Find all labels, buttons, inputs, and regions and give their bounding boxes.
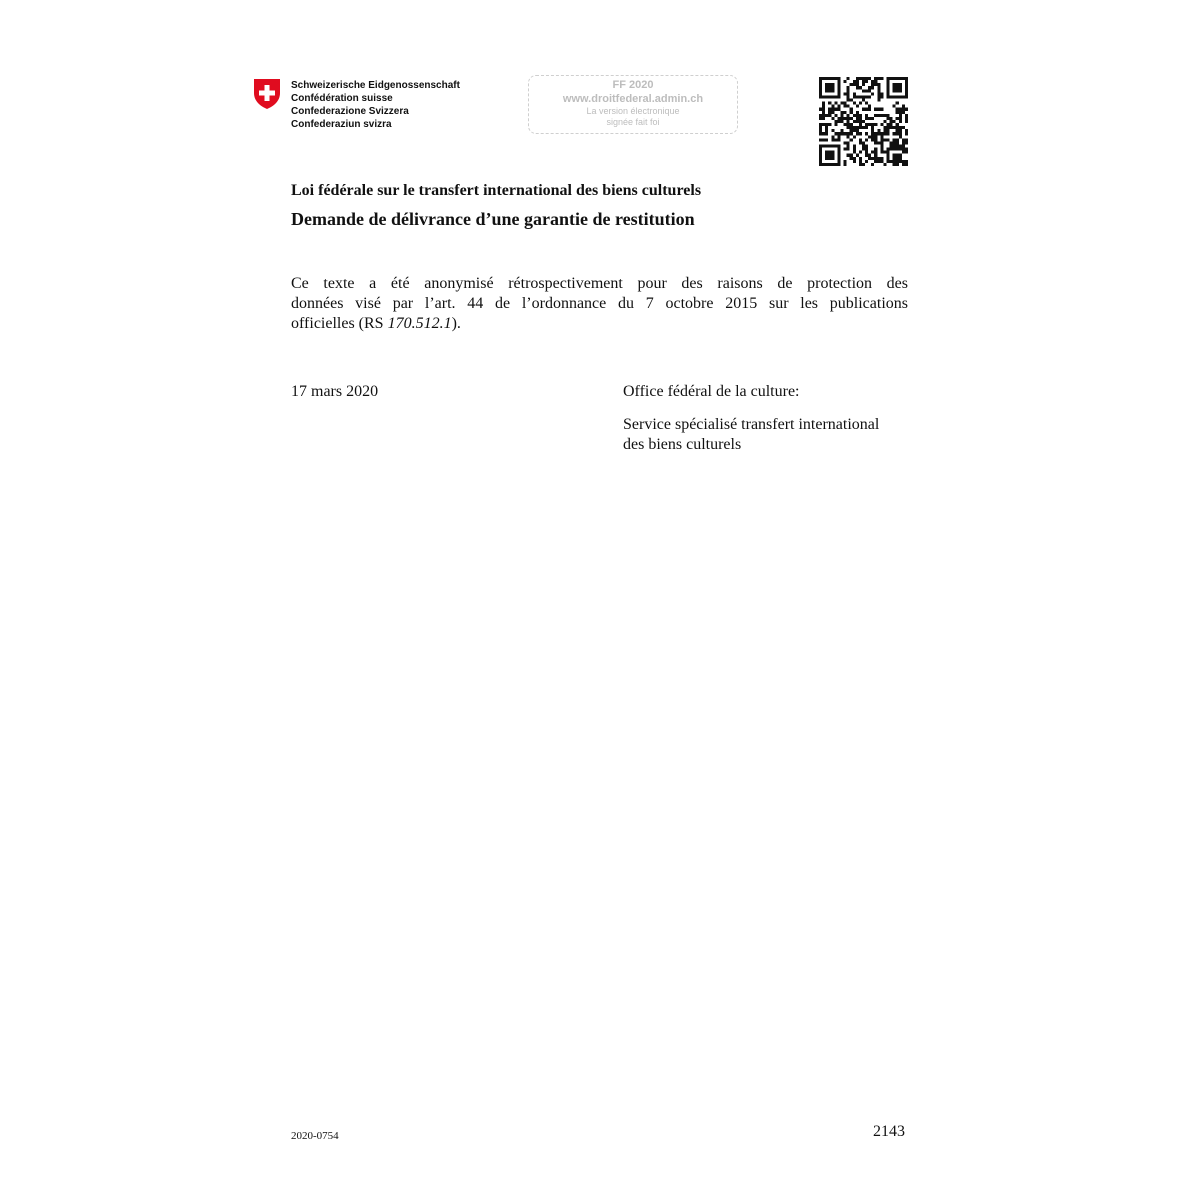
swiss-coat-of-arms-icon xyxy=(253,78,281,110)
law-title: Loi fédérale sur le transfert international des biens culturels xyxy=(291,182,702,199)
issuing-service-line-2: des biens culturels xyxy=(623,436,742,453)
issuing-service-line-1: Service spécialisé transfert international xyxy=(623,416,880,433)
issuing-office: Office fédéral de la culture: xyxy=(623,383,800,400)
federation-name-it: Confederazione Svizzera xyxy=(291,106,409,117)
federation-names xyxy=(291,79,460,131)
rs-reference: 170.512.1 xyxy=(387,315,452,332)
federation-name-de: Schweizerische Eidgenossenschaft xyxy=(291,80,460,91)
request-title: Demande de délivrance d’une garantie de restitution xyxy=(291,209,695,229)
page-number: 2143 xyxy=(873,1123,905,1140)
document-number: 2020-0754 xyxy=(291,1130,339,1142)
issuing-service xyxy=(623,415,879,455)
federation-name-rm: Confederaziun svizra xyxy=(291,119,392,130)
notice-line-1: Ce texte a été anonymisé rétrospectivement pour des raisons de protection des xyxy=(291,275,908,292)
publication-date: 17 mars 2020 xyxy=(291,383,379,400)
federation-name-fr: Confédération suisse xyxy=(291,93,393,104)
notice-line-3-suffix: ). xyxy=(451,315,461,332)
publication-stamp xyxy=(528,75,738,134)
stamp-website: www.droitfederal.admin.ch xyxy=(562,93,704,105)
stamp-note-2: signée fait foi xyxy=(606,117,660,127)
notice-line-2: données visé par l’art. 44 de l’ordonnance du 7 octobre 2015 sur les publications xyxy=(291,295,908,312)
stamp-note-1: La version électronique xyxy=(586,106,680,116)
notice-line-3-prefix: officielles (RS xyxy=(291,315,388,332)
notice-line-3 xyxy=(291,314,908,334)
qr-code-icon xyxy=(819,77,908,166)
anonymization-notice xyxy=(291,274,908,334)
stamp-ff-year: FF 2020 xyxy=(612,79,654,91)
